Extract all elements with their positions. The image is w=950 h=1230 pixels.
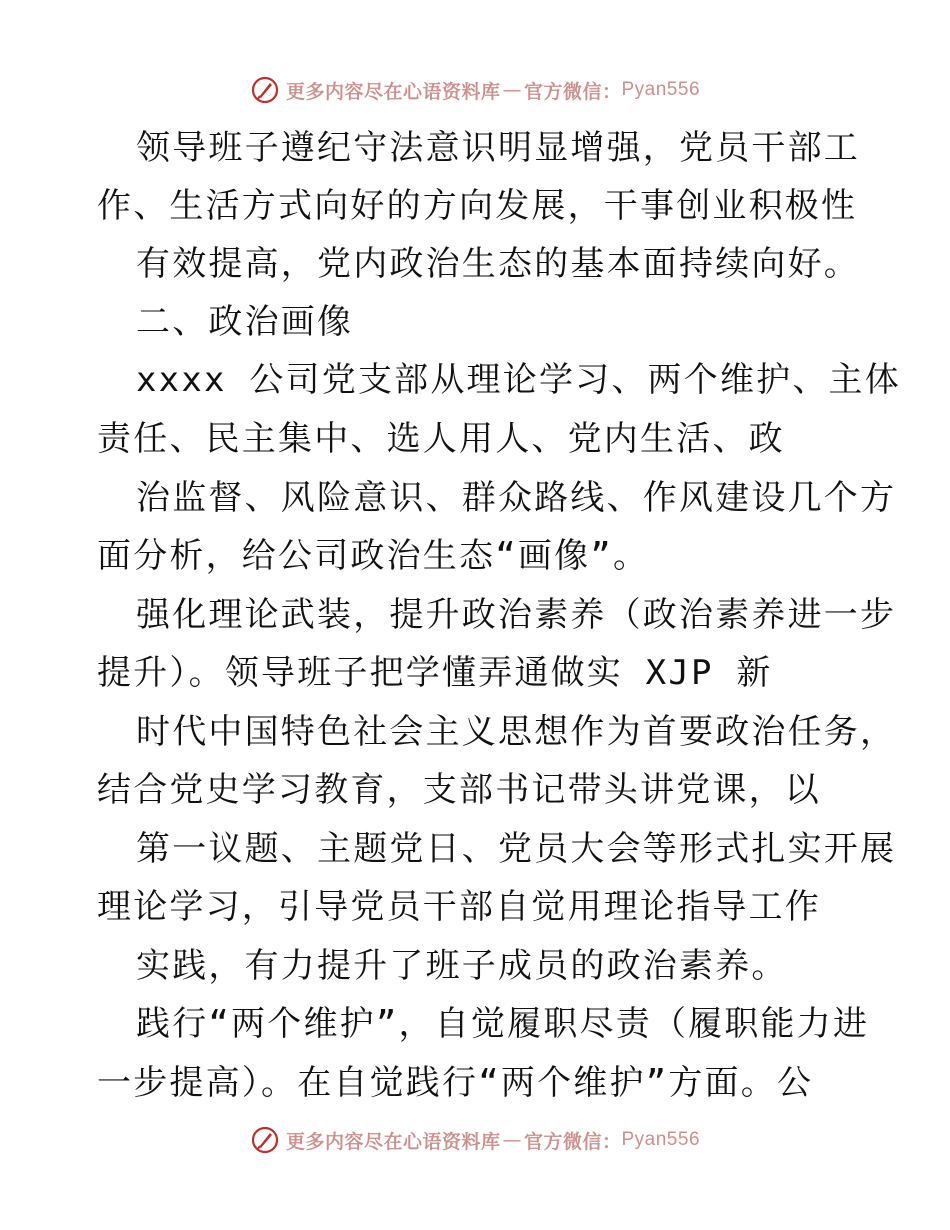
- paragraph-line: 时代中国特色社会主义思想作为首要政治任务，: [136, 712, 897, 752]
- quill-pen-circle-icon: [250, 1125, 280, 1155]
- watermark-separator: —: [502, 79, 522, 101]
- watermark-wechat-label: 官方微信：: [523, 1130, 622, 1153]
- watermark-separator: —: [502, 1129, 522, 1151]
- paragraph-line: 第一议题、主题党日、党员大会等形式扎实开展: [136, 829, 897, 869]
- watermark-site-text: 更多内容尽在心语资料库: [285, 80, 501, 103]
- paragraph-line: 一步提高）。在自觉践行“两个维护”方面。公: [97, 1063, 814, 1103]
- paragraph-line: 作、生活方式向好的方向发展，干事创业积极性: [97, 186, 858, 226]
- paragraph-line: 有效提高，党内政治生态的基本面持续向好。: [136, 244, 860, 284]
- watermark-wechat-id: Pyan556: [621, 1129, 701, 1150]
- paragraph-line: 领导班子遵纪守法意识明显增强，党员干部工: [136, 128, 860, 168]
- paragraph-line: 理论学习，引导党员干部自觉用理论指导工作: [97, 887, 821, 927]
- paragraph-line: 治监督、风险意识、群众路线、作风建设几个方: [136, 478, 897, 518]
- watermark-wechat-id: Pyan556: [621, 79, 701, 100]
- watermark-wechat-label: 官方微信：: [523, 80, 622, 103]
- paragraph-line: 践行“两个维护”，自觉履职尽责（履职能力进: [136, 1004, 870, 1044]
- paragraph-line: 实践，有力提升了班子成员的政治素养。: [136, 946, 788, 986]
- footer-watermark: [0, 1123, 950, 1157]
- paragraph-line: 结合党史学习教育，支部书记带头讲党课，以: [97, 770, 821, 810]
- paragraph-line: 面分析，给公司政治生态“画像”。: [97, 536, 650, 576]
- paragraph-line: xxxx 公司党支部从理论学习、两个维护、主体: [136, 360, 901, 400]
- paragraph-line: 强化理论武装，提升政治素养（政治素养进一步: [136, 595, 897, 635]
- paragraph-line: 责任、民主集中、选人用人、党内生活、政: [97, 419, 785, 459]
- watermark-site-text: 更多内容尽在心语资料库: [285, 1130, 501, 1153]
- section-heading: 二、政治画像: [136, 302, 354, 342]
- paragraph-line: 提升）。领导班子把学懂弄通做实 XJP 新: [97, 653, 773, 693]
